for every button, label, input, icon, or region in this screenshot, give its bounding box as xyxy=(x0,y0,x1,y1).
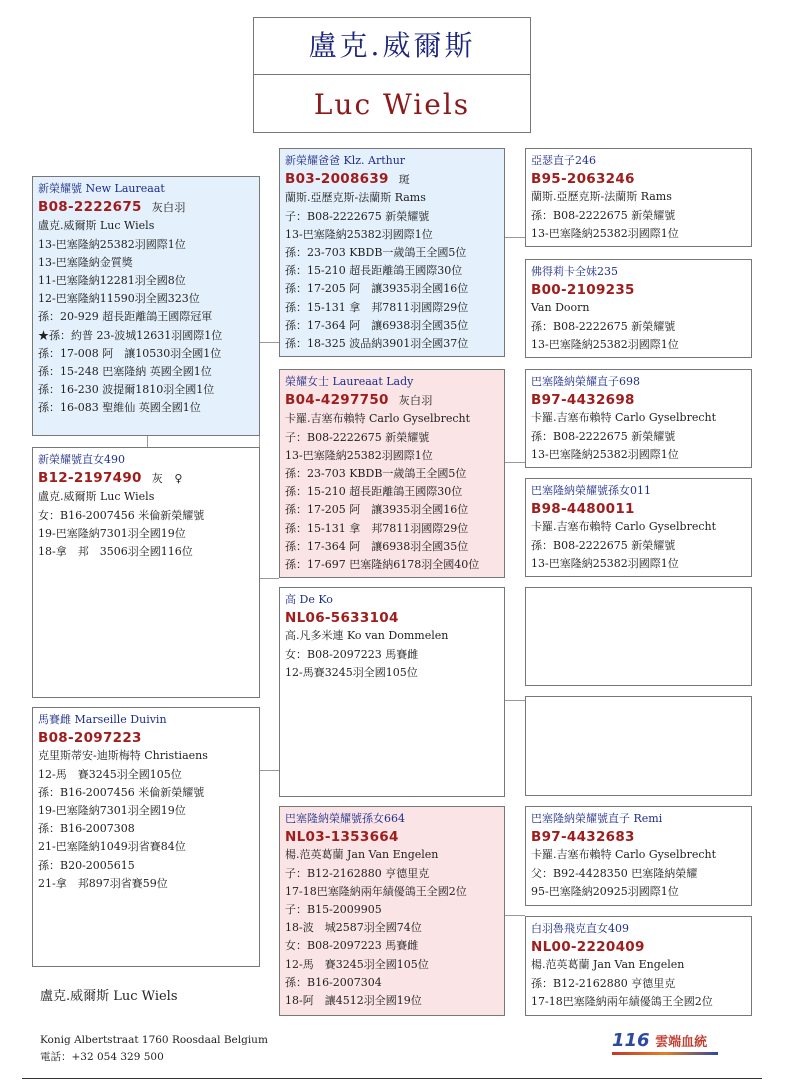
ss-ring-number: B95-2063246 xyxy=(531,171,635,188)
dam-sire-card[interactable] xyxy=(525,369,752,468)
de-ko-line: 12-馬賽3245羽全國105位 xyxy=(285,665,418,679)
d409-line: 楊.范英葛蘭 Jan Van Engelen xyxy=(531,958,685,972)
subject-ring xyxy=(38,198,254,217)
gd664-line: 子：B12-2162880 亨德里克 xyxy=(285,866,430,880)
dam-color: 灰白羽 xyxy=(398,394,433,408)
gd664-ring xyxy=(285,828,499,846)
title-chinese: 盧克.威爾斯 xyxy=(254,18,530,75)
dam-card[interactable] xyxy=(279,369,505,578)
connector xyxy=(505,700,525,701)
gd664-line: 18-波 城2587羽全國74位 xyxy=(285,921,422,935)
daughter-409-card[interactable] xyxy=(525,916,752,1016)
connector xyxy=(505,915,525,916)
de-ko-ring-number: NL06-5633104 xyxy=(285,610,399,627)
subject-color: 灰白羽 xyxy=(151,201,186,215)
d409-line: 17-18巴塞隆納兩年績優鴿王全國2位 xyxy=(531,994,713,1008)
sd-ring-number: B00-2109235 xyxy=(531,282,635,299)
d409-line: 孫：B12-2162880 亨德里克 xyxy=(531,976,676,990)
dd-line: 卡羅.吉塞布賴特 Carlo Gyselbrecht xyxy=(531,520,717,534)
ss-name: 亞瑟直子246 xyxy=(531,154,596,167)
brand-logo[interactable] xyxy=(612,1030,707,1051)
sd-line: Van Doorn xyxy=(531,301,590,315)
sd-line: 13-巴塞隆納25382羽國際1位 xyxy=(531,337,679,351)
daughter-line: 女：B16-2007456 米倫新榮耀號 xyxy=(38,508,205,522)
dam-line: 孫：15-131 拿 邦7811羽國際29位 xyxy=(285,521,469,535)
remi-ring xyxy=(531,828,746,846)
empty-card xyxy=(525,696,752,796)
dam-line: 孫：17-697 巴塞隆納6178羽全國40位 xyxy=(285,558,480,572)
de-ko-line: 高.凡多米連 Ko van Dommelen xyxy=(285,629,449,643)
sd-line: 孫：B08-2222675 新榮耀號 xyxy=(531,319,676,333)
subject-line: 孫：20-929 超長距離鴿王國際冠軍 xyxy=(38,310,213,324)
sire-line: 13-巴塞隆納25382羽國際1位 xyxy=(285,227,433,241)
marseille-line: 孫：B16-2007308 xyxy=(38,822,135,836)
dam-line: 孫：17-205 阿 讓3935羽全國16位 xyxy=(285,503,469,517)
connector xyxy=(259,770,279,771)
ds-line: 13-巴塞隆納25382羽國際1位 xyxy=(531,447,679,461)
daughter-color: 灰 ♀ xyxy=(151,472,183,486)
daughter-ring-number: B12-2197490 xyxy=(38,470,142,487)
sd-ring xyxy=(531,281,746,299)
marseille-line: 21-拿 邦897羽省賽59位 xyxy=(38,876,168,890)
connector xyxy=(505,462,525,463)
daughter-card[interactable] xyxy=(32,447,260,698)
dam-ring xyxy=(285,391,499,410)
subject-line: 孫：16-083 聖維仙 英國全國1位 xyxy=(38,401,201,415)
marseille-card[interactable] xyxy=(32,707,260,967)
phone: 電話：+32 054 329 500 xyxy=(40,1051,164,1063)
de-ko-name: 高 De Ko xyxy=(285,593,333,606)
daughter-name: 新榮耀號直女490 xyxy=(38,453,125,466)
granddaughter-664-card[interactable] xyxy=(279,806,505,1016)
ds-ring xyxy=(531,391,746,409)
connector xyxy=(259,342,279,343)
remi-line: 95-巴塞隆納20925羽國際1位 xyxy=(531,884,679,898)
de-ko-card[interactable] xyxy=(279,587,505,797)
de-ko-line: 女：B08-2097223 馬賽雌 xyxy=(285,647,419,661)
dd-line: 孫：B08-2222675 新榮耀號 xyxy=(531,538,676,552)
gd664-line: 18-阿 讓4512羽全國19位 xyxy=(285,994,422,1008)
daughter-ring xyxy=(38,469,254,488)
title-english: Luc Wiels xyxy=(313,88,471,121)
subject-line: ★孫：約普 23-波城12631羽國際1位 xyxy=(38,328,223,342)
breeder-name: 盧克.威爾斯 Luc Wiels xyxy=(40,989,178,1004)
remi-card[interactable] xyxy=(525,806,752,906)
remi-line: 卡羅.吉塞布賴特 Carlo Gyselbrecht xyxy=(531,848,717,862)
sd-name: 佛得莉卡全妹235 xyxy=(531,265,618,278)
empty-card xyxy=(525,587,752,686)
ds-name: 巴塞隆納榮耀直子698 xyxy=(531,375,640,388)
marseille-line: 克里斯蒂安-迪斯梅特 Christiaens xyxy=(38,749,208,763)
sire-line: 孫：17-205 阿 讓3935羽全國16位 xyxy=(285,282,469,296)
dam-dam-card[interactable] xyxy=(525,478,752,577)
daughter-line: 盧克.威爾斯 Luc Wiels xyxy=(38,490,155,504)
dam-line: 孫：17-364 阿 讓6938羽全國35位 xyxy=(285,539,469,553)
subject-line: 11-巴塞隆納12281羽全國8位 xyxy=(38,274,186,288)
subject-line: 13-巴塞隆納25382羽國際1位 xyxy=(38,237,186,251)
remi-name: 巴塞隆納榮耀號直子 Remi xyxy=(531,812,663,825)
daughter-line: 18-拿 邦 3506羽全國116位 xyxy=(38,545,193,559)
marseille-line: 孫：B16-2007456 米倫新榮耀號 xyxy=(38,785,205,799)
dd-ring-number: B98-4480011 xyxy=(531,501,635,518)
logo-underline xyxy=(612,1052,718,1055)
gd664-line: 12-馬 賽3245羽全國105位 xyxy=(285,957,429,971)
ss-line: 孫：B08-2222675 新榮耀號 xyxy=(531,208,676,222)
sire-line: 孫：15-210 超長距離鴿王國際30位 xyxy=(285,264,463,278)
gd664-line: 楊.范英葛蘭 Jan Van Engelen xyxy=(285,848,439,862)
subject-line: 12-巴塞隆納11590羽全國323位 xyxy=(38,292,200,306)
marseille-line: 19-巴塞隆納7301羽全國19位 xyxy=(38,804,186,818)
sire-card[interactable] xyxy=(279,148,505,357)
connector xyxy=(259,578,279,579)
sire-ring-number: B03-2008639 xyxy=(285,171,389,188)
marseille-line: 21-巴塞隆納1049羽省賽84位 xyxy=(38,840,186,854)
sire-ring xyxy=(285,170,499,189)
gd664-line: 女：B08-2097223 馬賽雌 xyxy=(285,939,419,953)
dam-name: 榮耀女士 Laureaat Lady xyxy=(285,375,414,388)
sire-line: 孫：15-131 拿 邦7811羽國際29位 xyxy=(285,300,469,314)
subject-line: 盧克.威爾斯 Luc Wiels xyxy=(38,219,155,233)
sire-dam-card[interactable] xyxy=(525,259,752,358)
dam-ring-number: B04-4297750 xyxy=(285,392,389,409)
remi-line: 父：B92-4428350 巴塞隆納榮耀 xyxy=(531,866,698,880)
bottom-divider xyxy=(22,1078,762,1079)
sire-line: 蘭斯.亞歷克斯-法蘭斯 Rams xyxy=(285,191,426,205)
marseille-ring-number: B08-2097223 xyxy=(38,730,142,747)
ds-ring-number: B97-4432698 xyxy=(531,392,635,409)
logo-text: 雲端血統 xyxy=(655,1035,708,1050)
sire-name: 新榮耀爸爸 Klz. Arthur xyxy=(285,154,406,167)
sire-color: 斑 xyxy=(398,173,411,187)
subject-line: 13-巴塞隆納金質獎 xyxy=(38,255,133,269)
ds-line: 孫：B08-2222675 新榮耀號 xyxy=(531,429,676,443)
d409-ring-number: NL00-2220409 xyxy=(531,939,645,956)
contact-info xyxy=(40,1032,268,1066)
logo-number: 116 xyxy=(612,1030,650,1051)
sire-sire-card[interactable] xyxy=(525,148,752,247)
dam-line: 13-巴塞隆納25382羽國際1位 xyxy=(285,448,433,462)
ds-line: 卡羅.吉塞布賴特 Carlo Gyselbrecht xyxy=(531,411,717,425)
dam-line: 孫：23-703 KBDB一歲鴿王全國5位 xyxy=(285,467,467,481)
dd-name: 巴塞隆納榮耀號孫女011 xyxy=(531,484,651,497)
gd664-name: 巴塞隆納榮耀號孫女664 xyxy=(285,812,405,825)
pedigree-title xyxy=(253,17,531,133)
address: Konig Albertstraat 1760 Roosdaal Belgium xyxy=(40,1034,268,1046)
subject-ring-number: B08-2222675 xyxy=(38,199,142,216)
subject-card[interactable] xyxy=(32,176,260,436)
sire-line: 子：B08-2222675 新榮耀號 xyxy=(285,209,430,223)
dd-line: 13-巴塞隆納25382羽國際1位 xyxy=(531,556,679,570)
subject-line: 孫：16-230 波提爾1810羽全國1位 xyxy=(38,383,215,397)
d409-name: 白羽魯飛克直女409 xyxy=(531,922,629,935)
subject-name: 新榮耀號 New Laureaat xyxy=(38,182,165,195)
de-ko-ring xyxy=(285,609,499,627)
ss-ring xyxy=(531,170,746,188)
ss-line: 13-巴塞隆納25382羽國際1位 xyxy=(531,226,679,240)
sire-line: 孫：18-325 波品納3901羽全國37位 xyxy=(285,337,469,351)
d409-ring xyxy=(531,938,746,956)
sire-line: 孫：23-703 KBDB一歲鴿王全國5位 xyxy=(285,246,467,260)
ss-line: 蘭斯.亞歷克斯-法蘭斯 Rams xyxy=(531,190,672,204)
marseille-line: 12-馬 賽3245羽全國105位 xyxy=(38,767,182,781)
sire-line: 孫：17-364 阿 讓6938羽全國35位 xyxy=(285,318,469,332)
marseille-line: 孫：B20-2005615 xyxy=(38,858,135,872)
connector xyxy=(505,237,525,238)
dam-line: 孫：15-210 超長距離鴿王國際30位 xyxy=(285,485,463,499)
subject-line: 孫：15-248 巴塞隆納 英國全國1位 xyxy=(38,365,212,379)
gd664-line: 孫：B16-2007304 xyxy=(285,975,382,989)
gd664-line: 17-18巴塞隆納兩年績優鴿王全國2位 xyxy=(285,884,467,898)
marseille-name: 馬賽雌 Marseille Duivin xyxy=(38,713,167,726)
marseille-ring xyxy=(38,729,254,747)
gd664-line: 子：B15-2009905 xyxy=(285,903,382,917)
dam-line: 卡羅.吉塞布賴特 Carlo Gyselbrecht xyxy=(285,412,471,426)
gd664-ring-number: NL03-1353664 xyxy=(285,829,399,846)
remi-ring-number: B97-4432683 xyxy=(531,829,635,846)
dd-ring xyxy=(531,500,746,518)
subject-line: 孫：17-008 阿 讓10530羽全國1位 xyxy=(38,346,222,360)
daughter-line: 19-巴塞隆納7301羽全國19位 xyxy=(38,526,186,540)
dam-line: 子：B08-2222675 新榮耀號 xyxy=(285,430,430,444)
connector xyxy=(147,436,148,447)
